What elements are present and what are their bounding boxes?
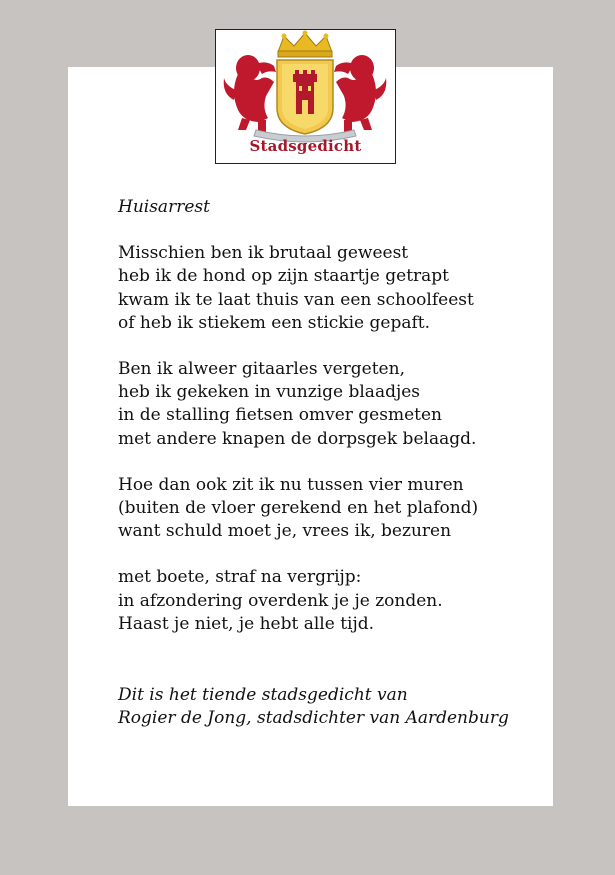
credit-line: Rogier de Jong, stadsdichter van Aardenburg: [118, 708, 509, 728]
poem-credit: [118, 684, 509, 730]
stanza-2: [118, 358, 558, 451]
stadsgedicht-logo: [215, 29, 396, 164]
poem-line: Hoe dan ook zit ik nu tussen vier muren: [118, 474, 464, 495]
poem-line: heb ik gekeken in vunzige blaadjes: [118, 382, 421, 403]
left-lion-icon: [224, 55, 276, 132]
stanza-4: [118, 566, 558, 636]
poem-line: of heb ik stiekem een stickie gepaft.: [118, 312, 430, 333]
crown-icon: [278, 31, 332, 58]
poem-line: met andere knapen de dorpsgek belaagd.: [118, 428, 477, 449]
credit-line: Dit is het tiende stadsgedicht van: [118, 685, 408, 705]
shield-icon: [277, 60, 333, 134]
logo-label: Stadsgedicht: [249, 137, 362, 155]
poem-line: heb ik de hond op zijn staartje getrapt: [118, 266, 450, 287]
poem-line: Misschien ben ik brutaal geweest: [118, 243, 409, 264]
poem-line: met boete, straf na vergrijp:: [118, 567, 362, 588]
stanza-3: [118, 474, 558, 544]
poem: [118, 196, 558, 659]
poem-line: in afzondering overdenk je je zonden.: [118, 590, 443, 611]
poem-line: Ben ik alweer gitaarles vergeten,: [118, 359, 405, 380]
poem-line: Haast je niet, je hebt alle tijd.: [118, 613, 375, 634]
poem-line: in de stalling fietsen omver gesmeten: [118, 405, 442, 426]
poem-line: (buiten de vloer gerekend en het plafond): [118, 498, 479, 519]
poem-line: want schuld moet je, vrees ik, bezuren: [118, 521, 452, 542]
poem-title: Huisarrest: [118, 197, 210, 217]
right-lion-icon: [334, 55, 386, 132]
poem-line: kwam ik te laat thuis van een schoolfeest: [118, 289, 474, 310]
stanza-1: [118, 242, 558, 335]
